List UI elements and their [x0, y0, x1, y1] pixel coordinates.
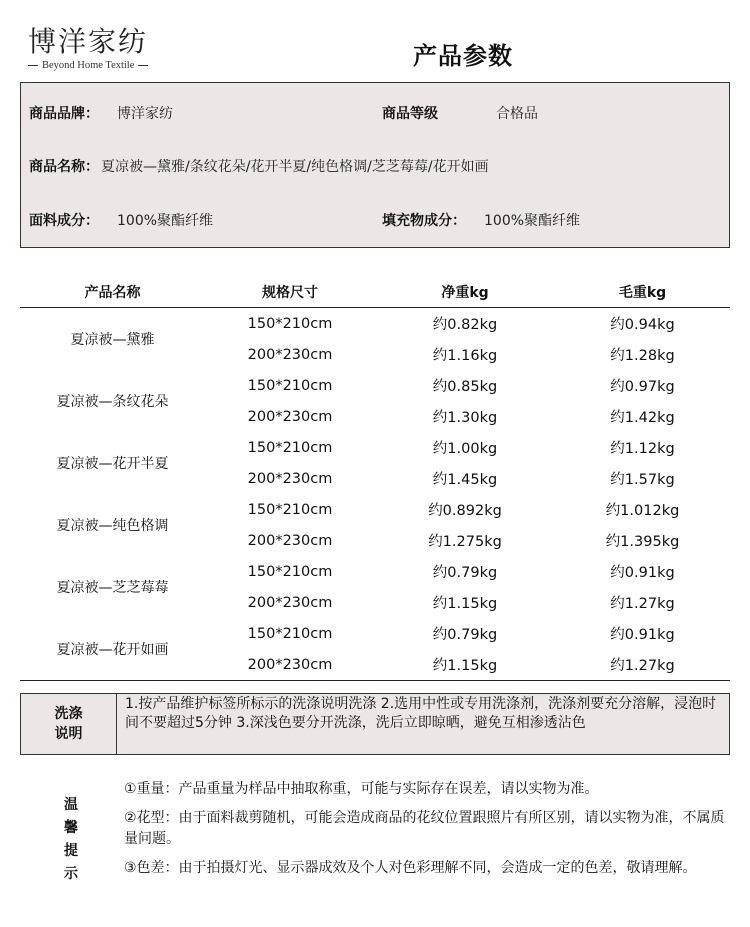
- product-name-cell: 夏凉被—黛雅: [70, 332, 155, 348]
- table-row: [20, 432, 730, 463]
- header-gross-weight: 毛重kg: [555, 277, 730, 308]
- gross-weight-cell: 约0.97kg: [610, 379, 675, 395]
- product-name-cell: 夏凉被—芝芝莓莓: [56, 580, 169, 596]
- brand-name-en-text: Beyond Home Textile: [42, 60, 135, 71]
- brand-label: 商品品牌：: [29, 106, 99, 122]
- gross-weight-cell: 约1.27kg: [610, 596, 675, 612]
- tip-pattern: ②花型：由于面料裁剪随机，可能会造成商品的花纹位置跟照片有所区别，请以实物为准，不属质量问题。: [124, 810, 725, 847]
- product-info-panel: [20, 82, 730, 248]
- wash-label: [21, 694, 117, 754]
- fabric-row: [29, 210, 213, 230]
- net-weight-cell: 约0.892kg: [428, 503, 502, 519]
- table-row: [20, 308, 730, 340]
- tips-label-char: 示: [64, 866, 78, 882]
- table-row: [20, 618, 730, 649]
- fabric-label: 面料成分：: [29, 213, 99, 229]
- gross-weight-cell: 约0.91kg: [610, 627, 675, 643]
- wash-instructions-box: [20, 693, 730, 755]
- gross-weight-cell: 约1.12kg: [610, 441, 675, 457]
- product-name-cell: 夏凉被—条纹花朵: [56, 394, 169, 410]
- size-cell: 200*230cm: [247, 470, 333, 487]
- grade-row: [382, 103, 538, 123]
- product-name-cell: 夏凉被—花开如画: [20, 618, 205, 681]
- tips-label-char: 温: [64, 797, 78, 813]
- size-cell: 200*230cm: [247, 532, 333, 549]
- brand-value: 博洋家纺: [117, 106, 173, 122]
- tips-label-char: 提: [64, 843, 78, 859]
- product-name-label: 商品名称：: [29, 159, 99, 175]
- net-weight-cell: 约1.30kg: [432, 410, 498, 426]
- grade-value: 合格品: [496, 106, 538, 122]
- grade-label: 商品等级: [382, 106, 438, 122]
- gross-weight-cell: 约1.395kg: [605, 534, 680, 550]
- gross-weight-cell: 约0.94kg: [610, 317, 675, 333]
- wash-label-line2: 说明: [54, 726, 83, 742]
- size-cell: 200*230cm: [205, 649, 375, 681]
- spec-table: [20, 277, 730, 681]
- product-name-cell: 夏凉被—纯色格调: [56, 518, 169, 534]
- filling-row: [382, 210, 580, 230]
- gross-weight-cell: 约1.28kg: [610, 348, 675, 364]
- header-product-name: 产品名称: [20, 277, 205, 308]
- size-cell: 150*210cm: [247, 563, 333, 580]
- brand-logo: [28, 26, 188, 71]
- product-name-cell: 夏凉被—花开半夏: [56, 456, 169, 472]
- product-name-value: 夏凉被—黛雅/条纹花朵/花开半夏/纯色格调/芝芝莓莓/花开如画: [101, 159, 489, 175]
- brand-name-cn: 博洋家纺: [28, 25, 149, 58]
- gross-weight-cell: 约1.012kg: [605, 503, 680, 519]
- tip-color: ③色差：由于拍摄灯光、显示器成效及个人对色彩理解不同，会造成一定的色差，敬请理解。: [124, 860, 697, 876]
- wash-text: 1.按产品维护标签所标示的洗涤说明洗涤 2.选用中性或专用洗涤剂，洗涤剂要充分溶解，浸泡时间不要超过5分钟 3.深浅色要分开洗涤，洗后立即晾晒，避免互相渗透沾色: [117, 694, 729, 754]
- table-row: [20, 494, 730, 525]
- size-cell: 150*210cm: [247, 625, 333, 642]
- wash-label-line1: 洗涤: [54, 706, 83, 722]
- net-weight-cell: 约0.79kg: [432, 627, 498, 643]
- product-name-row: [29, 156, 489, 176]
- logo-dash-right: [138, 65, 148, 66]
- page-title: 产品参数: [413, 42, 513, 70]
- gross-weight-cell: 约0.91kg: [610, 565, 675, 581]
- filling-value: 100%聚酯纤维: [484, 213, 581, 229]
- fabric-value: 100%聚酯纤维: [117, 213, 214, 229]
- size-cell: 200*230cm: [247, 594, 333, 611]
- net-weight-cell: 约1.15kg: [432, 596, 498, 612]
- net-weight-cell: 约1.275kg: [428, 534, 502, 550]
- gross-weight-cell: 约1.57kg: [610, 472, 675, 488]
- table-row: [20, 556, 730, 587]
- net-weight-cell: 约0.85kg: [432, 379, 498, 395]
- size-cell: 150*210cm: [247, 501, 333, 518]
- net-weight-cell: 约1.15kg: [375, 649, 555, 681]
- size-cell: 150*210cm: [247, 377, 333, 394]
- table-row: [20, 370, 730, 401]
- tip-weight: ①重量：产品重量为样品中抽取称重，可能与实际存在误差，请以实物为准。: [124, 781, 599, 797]
- header-net-weight: 净重kg: [375, 277, 555, 308]
- table-header-row: [20, 277, 730, 308]
- net-weight-cell: 约0.82kg: [432, 317, 498, 333]
- gross-weight-cell: 约1.42kg: [610, 410, 675, 426]
- size-cell: 200*230cm: [247, 346, 333, 363]
- logo-dash-left: [28, 65, 38, 66]
- size-cell: 200*230cm: [247, 408, 333, 425]
- net-weight-cell: 约1.16kg: [432, 348, 498, 364]
- brand-name-en: [28, 60, 188, 71]
- filling-label: 填充物成分：: [382, 213, 466, 229]
- net-weight-cell: 约1.00kg: [432, 441, 498, 457]
- header-size: 规格尺寸: [205, 277, 375, 308]
- net-weight-cell: 约1.45kg: [432, 472, 498, 488]
- size-cell: 150*210cm: [247, 315, 333, 332]
- gross-weight-cell: 约1.27kg: [555, 649, 730, 681]
- brand-row: [29, 103, 173, 123]
- net-weight-cell: 约0.79kg: [432, 565, 498, 581]
- size-cell: 150*210cm: [247, 439, 333, 456]
- tips-label: [56, 794, 86, 886]
- tips-label-char: 馨: [64, 820, 78, 836]
